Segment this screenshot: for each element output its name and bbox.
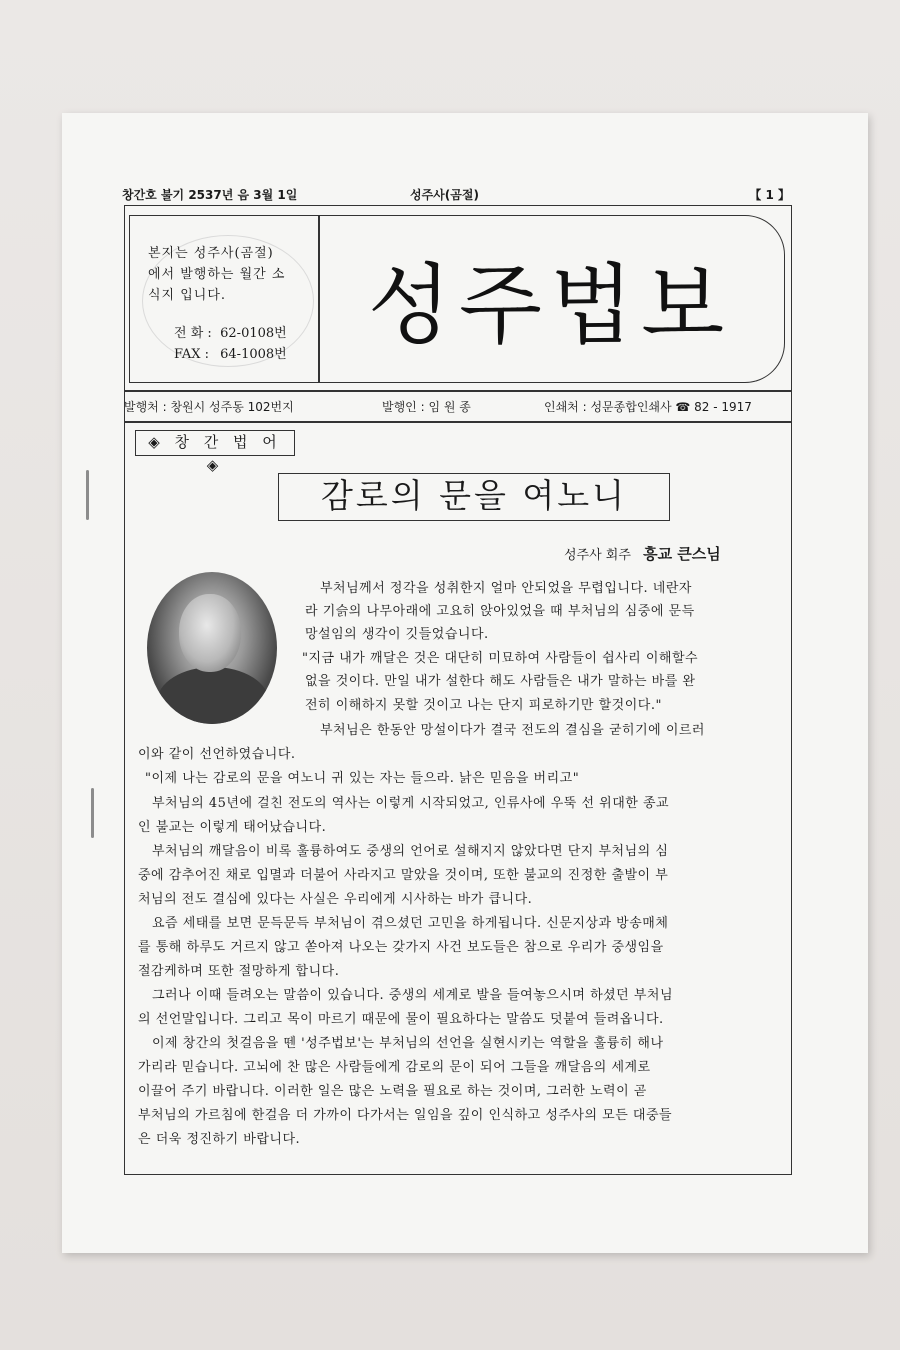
body-line: 요즘 세태를 보면 문득문득 부처님이 겪으셨던 고민을 하게됩니다. 신문지상과 방송매체 bbox=[152, 916, 669, 931]
body-line: 를 통해 하루도 거르지 않고 쏟아져 나오는 갖가지 사건 보도들은 참으로 우리가 중생임을 bbox=[138, 940, 664, 955]
phone-label: 전 화 : bbox=[174, 326, 212, 341]
phone-row bbox=[160, 323, 287, 344]
body-line: 가리라 믿습니다. 고뇌에 찬 많은 사람들에게 감로의 문이 되어 그들을 깨달음의 세계로 bbox=[138, 1060, 651, 1075]
header-contact bbox=[160, 323, 287, 365]
header-rule bbox=[124, 390, 792, 392]
header-divider bbox=[318, 215, 320, 383]
intro-line: 식지 입니다. bbox=[148, 288, 227, 303]
body-line: 부처님의 45년에 걸친 전도의 역사는 이렇게 시작되었고, 인류사에 우뚝 선 위대한 종교 bbox=[152, 796, 670, 811]
photo-robe bbox=[157, 667, 269, 724]
byline-role: 성주사 회주 bbox=[564, 548, 631, 563]
temple-name: 성주사(곰절) bbox=[410, 188, 479, 202]
publisher: 발행처 : 창원시 성주동 102번지 bbox=[124, 400, 294, 414]
body-line: 전히 이해하지 못할 것이고 나는 단지 피로하기만 할것이다." bbox=[305, 698, 662, 713]
byline-name: 흥교 큰스님 bbox=[643, 545, 721, 563]
body-line: 그러나 이때 들려오는 말씀이 있습니다. 중생의 세계로 발을 들여놓으시며 하셨던 부처님 bbox=[152, 988, 674, 1003]
body-line: 이와 같이 선언하였습니다. bbox=[138, 747, 296, 762]
byline bbox=[564, 543, 721, 564]
body-line: 부처님은 한동안 망설이다가 결국 전도의 결심을 굳히기에 이르러 bbox=[320, 723, 705, 738]
body-line: 처님의 전도 결심에 있다는 사실은 우리에게 시사하는 바가 큽니다. bbox=[138, 892, 533, 907]
body-line: 망설임의 생각이 깃들었습니다. bbox=[305, 627, 489, 642]
section-tag: ◈ 창 간 법 어 ◈ bbox=[135, 430, 295, 456]
staple-bottom bbox=[91, 788, 94, 838]
photo-face bbox=[179, 594, 241, 672]
staple-top bbox=[86, 470, 89, 520]
masthead bbox=[122, 186, 790, 204]
page-number: 【 1 】 bbox=[749, 188, 790, 202]
body-line: 라 기슭의 나무아래에 고요히 앉아있었을 때 부처님의 심중에 문득 bbox=[305, 604, 695, 619]
body-line: "이제 나는 감로의 문을 여노니 귀 있는 자는 들으라. 낡은 믿음을 버리고" bbox=[145, 771, 580, 786]
fax-number: 64-1008번 bbox=[220, 347, 287, 362]
printer: 인쇄처 : 성문종합인쇄사 ☎ 82 - 1917 bbox=[544, 400, 752, 414]
publication-rule bbox=[124, 421, 792, 423]
fax-row bbox=[160, 344, 287, 365]
phone-number: 62-0108번 bbox=[220, 326, 287, 341]
body-line: 부처님의 깨달음이 비록 훌륭하여도 중생의 언어로 설해지지 않았다면 단지 부처님의 심 bbox=[152, 844, 669, 859]
issue-date: 창간호 불기 2537년 음 3월 1일 bbox=[122, 188, 298, 202]
body-line: 부처님의 가르침에 한걸음 더 가까이 다가서는 일임을 깊이 인식하고 성주사의 모든 대중들 bbox=[138, 1108, 673, 1123]
intro-line: 에서 발행하는 월간 소 bbox=[148, 267, 286, 282]
body-line: 은 더욱 정진하기 바랍니다. bbox=[138, 1132, 301, 1147]
newsletter-logo: 성주법보 bbox=[367, 255, 733, 358]
article-title: 감로의 문을 여노니 bbox=[278, 473, 670, 521]
body-line: 중에 감추어진 채로 입멸과 더불어 사라지고 말았을 것이며, 또한 불교의 진정한 출발이 부 bbox=[138, 868, 669, 883]
body-line: 의 선언말입니다. 그리고 목이 마르기 때문에 물이 필요하다는 말씀도 덧붙여 들려옵니다. bbox=[138, 1012, 664, 1027]
fax-label: FAX : bbox=[174, 347, 210, 362]
header-intro bbox=[148, 243, 313, 306]
intro-line: 본지는 성주사(곰절) bbox=[148, 246, 274, 261]
body-line: 이끌어 주기 바랍니다. 이러한 일은 많은 노력을 필요로 하는 것이며, 그러한 노력이 곧 bbox=[138, 1084, 647, 1099]
body-line: 이제 창간의 첫걸음을 뗀 '성주법보'는 부처님의 선언을 실현시키는 역할을 훌륭히 해나 bbox=[152, 1036, 664, 1051]
body-line: 부처님께서 정각을 성취한지 얼마 안되었을 무렵입니다. 네란자 bbox=[320, 581, 692, 596]
body-line: 없을 것이다. 만일 내가 설한다 해도 사람들은 내가 말하는 바를 완 bbox=[305, 674, 696, 689]
body-line: 인 불교는 이렇게 태어났습니다. bbox=[138, 820, 327, 835]
body-line: 절감케하며 또한 절망하게 합니다. bbox=[138, 964, 340, 979]
issuer: 발행인 : 임 원 종 bbox=[382, 400, 471, 414]
body-line: "지금 내가 깨달은 것은 대단히 미묘하여 사람들이 쉽사리 이해할수 bbox=[302, 651, 699, 666]
publication-info bbox=[124, 398, 792, 414]
monk-portrait-photo bbox=[147, 572, 277, 724]
